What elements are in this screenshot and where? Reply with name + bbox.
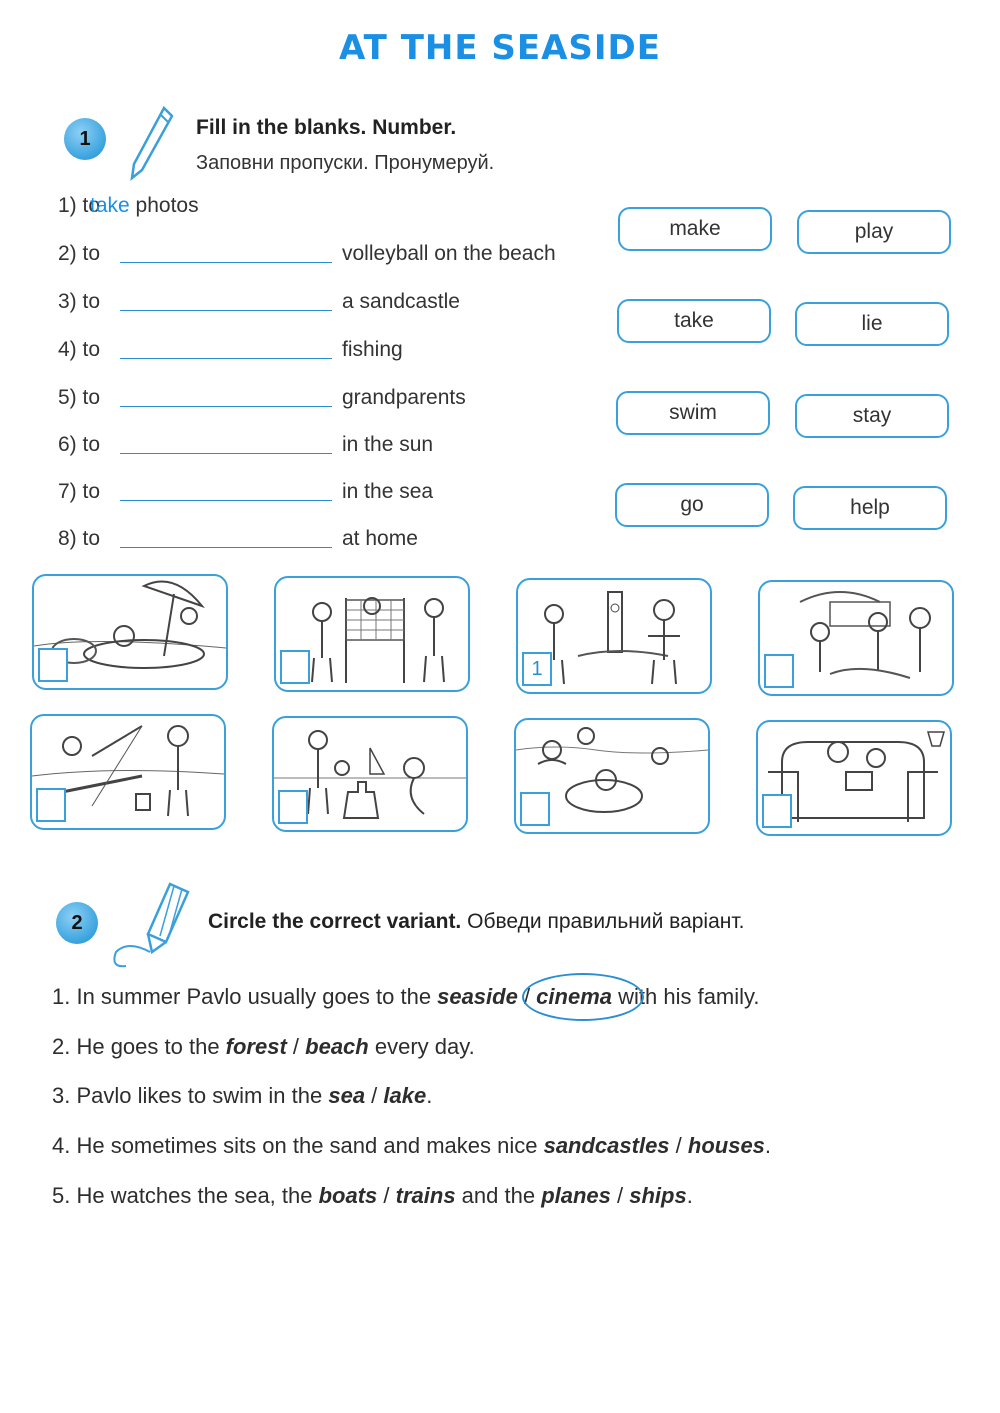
pen-icon — [124, 104, 174, 184]
number-box[interactable]: 1 — [522, 652, 552, 686]
picture-sandcastle — [272, 716, 468, 832]
number-box[interactable] — [764, 654, 794, 688]
number-box[interactable] — [520, 792, 550, 826]
fill-row-5: 5) to grandparents — [58, 386, 466, 409]
sentence-4: 4. He sometimes sits on the sand and makes nice sandcastles / houses. — [52, 1133, 772, 1158]
exercise-1-subheading: Заповни пропуски. Пронумеруй. — [196, 152, 495, 174]
word-play[interactable]: play — [797, 210, 951, 254]
word-take[interactable]: take — [617, 299, 771, 343]
picture-lying-on-beach — [32, 574, 228, 690]
picture-volleyball — [274, 576, 470, 692]
picture-staying-home — [756, 720, 952, 836]
page-title: AT THE SEASIDE — [338, 28, 662, 68]
blank-field[interactable] — [120, 358, 332, 359]
fill-row-8: 8) to at home — [58, 527, 418, 550]
number-box[interactable] — [38, 648, 68, 682]
option-beach[interactable]: beach — [305, 1034, 369, 1059]
picture-fishing — [30, 714, 226, 830]
blank-field[interactable] — [120, 262, 332, 263]
exercise-1-heading: Fill in the blanks. Number. — [196, 116, 457, 139]
option-houses[interactable]: houses — [687, 1133, 765, 1158]
option-seaside[interactable]: seaside — [437, 984, 518, 1009]
fill-row-4: 4) to fishing — [58, 338, 403, 361]
blank-field[interactable] — [120, 406, 332, 407]
word-help[interactable]: help — [793, 486, 947, 530]
sentence-3: 3. Pavlo likes to swim in the sea / lake. — [52, 1083, 433, 1108]
pencil-icon — [108, 878, 198, 972]
exercise-2-badge: 2 — [56, 902, 98, 944]
number-box[interactable] — [280, 650, 310, 684]
option-sandcastles[interactable]: sandcastles — [543, 1133, 670, 1158]
word-go[interactable]: go — [615, 483, 769, 527]
word-stay[interactable]: stay — [795, 394, 949, 438]
option-sea[interactable]: sea — [328, 1083, 366, 1108]
option-forest[interactable]: forest — [225, 1034, 287, 1059]
blank-field[interactable] — [120, 500, 332, 501]
number-box[interactable] — [36, 788, 66, 822]
picture-taking-photos — [516, 578, 712, 694]
example-answer: take — [90, 194, 130, 217]
option-planes[interactable]: planes — [541, 1183, 611, 1208]
fill-row-6: 6) to in the sun — [58, 433, 434, 456]
blank-field[interactable] — [120, 310, 332, 311]
sentence-2: 2. He goes to the forest / beach every day. — [52, 1034, 475, 1059]
exercise-1-badge: 1 — [64, 118, 106, 160]
word-lie[interactable]: lie — [795, 302, 949, 346]
sentence-1: 1. In summer Pavlo usually goes to the seaside / cinema with his family. — [52, 984, 760, 1009]
number-box[interactable] — [762, 794, 792, 828]
number-box[interactable] — [278, 790, 308, 824]
sentence-5: 5. He watches the sea, the boats / trains and the planes / ships. — [52, 1183, 693, 1208]
fill-row-7: 7) to in the sea — [58, 480, 434, 503]
word-make[interactable]: make — [618, 207, 772, 251]
option-trains[interactable]: trains — [395, 1183, 456, 1208]
option-boats[interactable]: boats — [318, 1183, 378, 1208]
word-swim[interactable]: swim — [616, 391, 770, 435]
answer-circle — [522, 973, 644, 1021]
option-cinema[interactable]: cinema — [536, 984, 612, 1009]
fill-row-1: 1) totake photos — [58, 194, 199, 217]
fill-row-2: 2) to volleyball on the beach — [58, 242, 556, 265]
exercise-2-heading: Circle the correct variant. Обведи правильний варіант. — [208, 910, 745, 933]
picture-swimming — [514, 718, 710, 834]
blank-field[interactable] — [120, 547, 332, 548]
picture-helping-grandparents — [758, 580, 954, 696]
option-ships[interactable]: ships — [629, 1183, 687, 1208]
blank-field[interactable] — [120, 453, 332, 454]
fill-row-3: 3) to a sandcastle — [58, 290, 460, 313]
option-lake[interactable]: lake — [383, 1083, 427, 1108]
